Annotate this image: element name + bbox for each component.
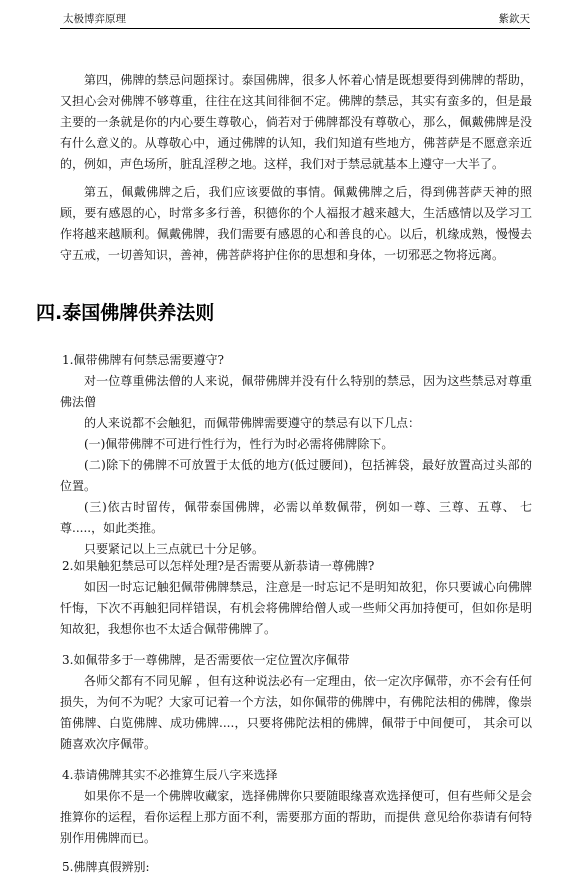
section-heading: 四.泰国佛牌供养法则 (36, 302, 215, 324)
header-title: 太极博弈原理 (63, 13, 126, 25)
question-1-answer-line2: 的人来说都不会触犯，而佩带佛牌需要遵守的禁忌有以下几点： (84, 416, 421, 430)
question-4-block (60, 765, 532, 849)
question-1-title: 1.佩带佛牌有何禁忌需要遵守? (62, 353, 224, 367)
question-1-answer-line1: 对一位尊重佛法僧的人来说，佩带佛牌并没有什么特别的禁忌，因为这些禁忌对尊重佛法僧 (60, 374, 532, 409)
list-item: (三)依古时留传，佩带泰国佛牌，必需以单数佩带，例如一尊、三尊、五尊、 七尊.....，如此类推。 (60, 500, 532, 535)
paragraph-text: 第五，佩戴佛牌之后，我们应该要做的事情。佩戴佛牌之后，得到佛菩萨天神的照顾，要有感恩的心，时常多多行善，积德你的个人福报才越来越大，生活感情以及学习工作将越来越顺利。佩戴佛牌，我们需要有感恩的心和善良的心。以后，机缘成熟，慢慢去守五戒，一切善知识，善神，佛菩萨将护住你的思想和身体，一切邪恶之物将远离。 (60, 185, 532, 262)
question-3-answer: 各师父都有不同见解 ，但有这种说法必有一定理由，依一定次序佩带，亦不会有任何损失，为何不为呢？大家可记着一个方法，如你佩带的佛牌中，有佛陀法相的佛牌，像崇笛佛牌、白览佛牌、成功佛牌....，只要将佛陀法相的佛牌，佩带于中间便可， 其余可以随喜欢次序佩带。 (60, 674, 532, 751)
question-3-block (60, 650, 532, 755)
list-item: (一)佩带佛牌不可进行性行为，性行为时必需将佛牌除下。 (84, 437, 394, 451)
question-5-block (60, 857, 532, 878)
paragraph-text: 第四，佛牌的禁忌问题探讨。泰国佛牌，很多人怀着心情是既想要得到佛牌的帮助，又担心会对佛牌不够尊重，往往在这其间徘徊不定。佛牌的禁忌，其实有蛮多的，但是最主要的一条就是你的内心要生尊敬心，倘若对于佛牌都没有尊敬心，那么，佩戴佛牌是没有什么意义的。从尊敬心中，通过佛牌的认知，我们知道有些地方，佛菩萨是不愿意亲近的，例如，声色场所，脏乱淫秽之地。这样，我们对于禁忌就基本上遵守一大半了。 (60, 73, 532, 171)
question-3-title: 3.如佩带多于一尊佛牌，是否需要依一定位置次序佩带 (62, 653, 350, 667)
question-1-block (60, 350, 532, 560)
question-2-answer: 如因一时忘记触犯佩带佛牌禁忌，注意是一时忘记不是明知故犯，你只要诚心向佛牌忏悔，下次不再触犯同样错误，有机会将佛牌给僧人或一些师父再加持便可，但如你是明知故犯，我想你也不太适合佩带佛牌了。 (60, 580, 532, 636)
question-5-title: 5.佛牌真假辨别: (62, 860, 150, 874)
intro-paragraph-1 (60, 70, 532, 175)
header-author: 紫欽天 (498, 13, 530, 25)
list-item: (二)除下的佛牌不可放置于太低的地方(低过腰间)，包括裤袋，最好放置高过头部的位置。 (60, 458, 532, 493)
question-1-closing: 只要紧记以上三点就已十分足够。 (84, 542, 265, 556)
question-2-title: 2.如果触犯禁忌可以怎样处理?是否需要从新恭请一尊佛牌? (62, 559, 375, 573)
question-2-block (60, 556, 532, 640)
question-4-answer: 如果你不是一个佛牌收藏家，选择佛牌你只要随眼缘喜欢选择便可，但有些师父是会推算你的运程，看你运程上那方面不利，需要那方面的帮助，而提供 意见给你恭请有何特别作用佛牌而已。 (60, 789, 532, 845)
intro-paragraph-2 (60, 182, 532, 266)
question-4-title: 4.恭请佛牌其实不必推算生辰八字来选择 (62, 768, 278, 782)
page-header (60, 8, 530, 29)
